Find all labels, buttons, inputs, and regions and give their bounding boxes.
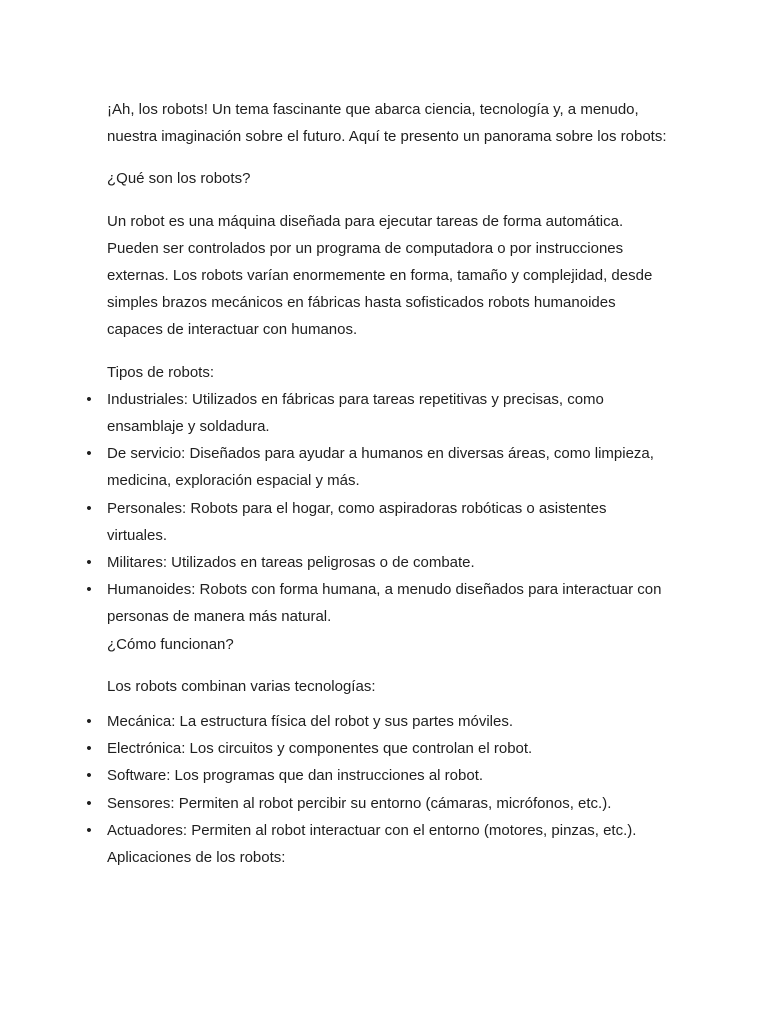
list-item [86,762,667,789]
bullet-icon: • [86,554,92,572]
paragraph-que-son: Un robot es una máquina diseñada para ejecutar tareas de forma automática. Pueden ser controlados por un programa de computadora o por instrucciones externas. Los robots varían enormemente en forma, tamaño y complejidad, desde simples brazos mecánicos en fábricas hasta sofisticados robots humanoides capaces de interactuar con humanos. [107,212,653,339]
intro-paragraph: ¡Ah, los robots! Un tema fascinante que abarca ciencia, tecnología y, a menudo, nuestra imaginación sobre el futuro. Aquí te presento un panorama sobre los robots: [107,101,667,146]
bullet-icon: • [86,713,92,731]
list-item-text: De servicio: Diseñados para ayudar a humanos en diversas áreas, como limpieza, medicina, exploración espacial y más. [107,445,654,490]
heading-como-funcionan: ¿Cómo funcionan? [107,635,234,653]
list-item-text: Mecánica: La estructura física del robot y sus partes móviles. [107,713,514,731]
heading-tipos: Tipos de robots: [107,363,214,381]
list-item [86,549,667,576]
list-item-text: Actuadores: Permiten al robot interactuar con el entorno (motores, pinzas, etc.). [107,821,637,839]
list-item-text: Software: Los programas que dan instrucciones al robot. [107,767,484,785]
list-item [86,576,667,630]
bullet-icon: • [86,740,92,758]
bullet-icon: • [86,767,92,785]
list-item-text: Personales: Robots para el hogar, como aspiradoras robóticas o asistentes virtuales. [107,499,607,544]
list-item-text: Humanoides: Robots con forma humana, a menudo diseñados para interactuar con personas de manera más natural. [107,581,662,626]
list-item [86,440,667,494]
list-item [86,386,667,440]
bullet-icon: • [86,445,92,463]
list-item [86,495,667,549]
bullet-icon: • [86,390,92,408]
list-item-text: Electrónica: Los circuitos y componentes que controlan el robot. [107,740,533,758]
list-tecnologias [86,708,667,844]
bullet-icon: • [86,794,92,812]
list-item [86,735,667,762]
bullet-icon: • [86,581,92,599]
document-body [86,96,667,871]
list-item [86,790,667,817]
list-item-text: Sensores: Permiten al robot percibir su entorno (cámaras, micrófonos, etc.). [107,794,612,812]
list-item-text: Militares: Utilizados en tareas peligrosas o de combate. [107,554,475,572]
list-item [86,817,667,844]
list-item-text: Industriales: Utilizados en fábricas para tareas repetitivas y precisas, como ensamblaje y soldadura. [107,390,604,436]
bullet-icon: • [86,821,92,839]
heading-que-son: ¿Qué son los robots? [107,170,251,188]
bullet-icon: • [86,499,92,517]
heading-aplicaciones: Aplicaciones de los robots: [107,849,286,867]
list-item [86,708,667,735]
paragraph-como-funcionan: Los robots combinan varias tecnologías: [107,677,376,695]
list-tipos [86,386,667,631]
